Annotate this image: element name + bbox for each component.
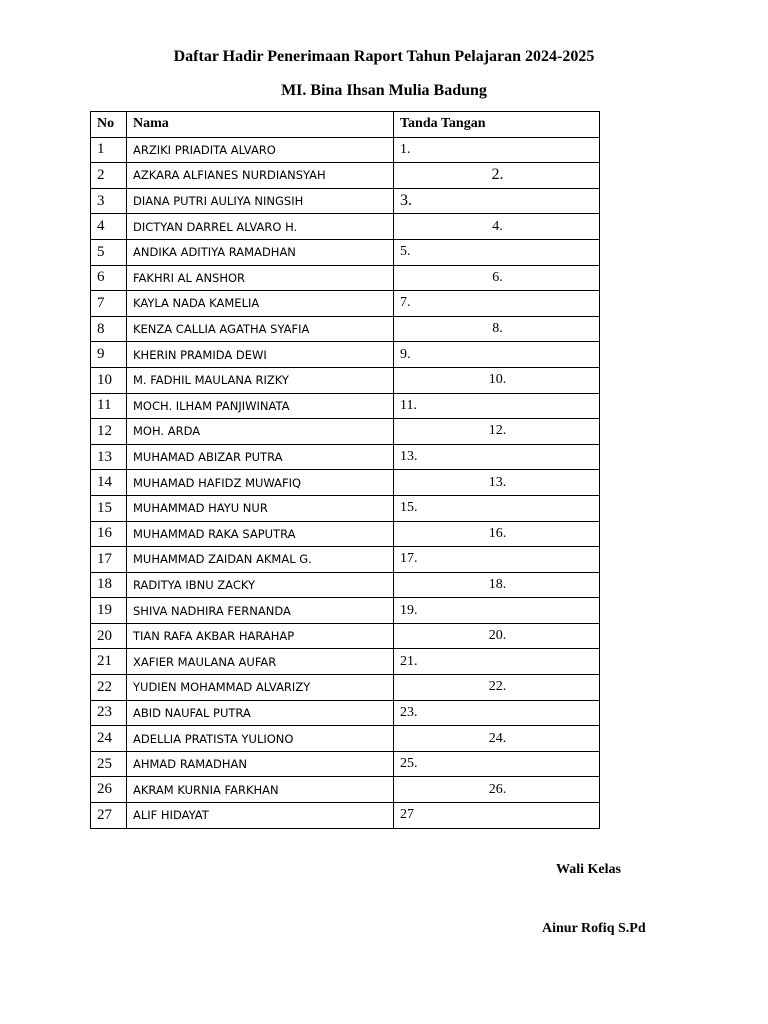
row-number: 6 [91,265,127,291]
row-number: 27 [91,803,127,829]
signature-cell[interactable]: 11. [394,393,600,419]
signature-cell[interactable]: 13. [394,444,600,470]
signature-cell[interactable]: 10. [394,367,600,393]
table-row [91,393,600,419]
row-number: 5 [91,239,127,265]
signature-cell[interactable]: 19. [394,598,600,624]
signature-cell[interactable]: 13. [394,470,600,496]
row-number: 22 [91,675,127,701]
signature-cell[interactable]: 2. [394,163,600,189]
signature-cell[interactable]: 23. [394,700,600,726]
student-name: MUHAMMAD ZAIDAN AKMAL G. [127,547,394,573]
row-number: 1 [91,137,127,163]
student-name: MUHAMMAD RAKA SAPUTRA [127,521,394,547]
table-row [91,265,600,291]
table-row [91,239,600,265]
row-number: 7 [91,291,127,317]
table-row [91,598,600,624]
row-number: 14 [91,470,127,496]
row-number: 26 [91,777,127,803]
signature-name: Ainur Rofiq S.Pd [542,921,646,936]
row-number: 8 [91,316,127,342]
table-body [91,137,600,828]
student-name: SHIVA NADHIRA FERNANDA [127,598,394,624]
table-row [91,316,600,342]
signature-cell[interactable]: 9. [394,342,600,368]
table-row [91,803,600,829]
table-row [91,188,600,214]
student-name: ANDIKA ADITIYA RAMADHAN [127,239,394,265]
row-number: 16 [91,521,127,547]
row-number: 10 [91,367,127,393]
table-row [91,444,600,470]
row-number: 11 [91,393,127,419]
signature-cell[interactable]: 6. [394,265,600,291]
table-row [91,777,600,803]
header-signature: Tanda Tangan [394,112,600,138]
signature-cell[interactable]: 27 [394,803,600,829]
signature-cell[interactable]: 21. [394,649,600,675]
row-number: 15 [91,495,127,521]
signature-cell[interactable]: 5. [394,239,600,265]
signature-cell[interactable]: 18. [394,572,600,598]
signature-cell[interactable]: 1. [394,137,600,163]
student-name: KHERIN PRAMIDA DEWI [127,342,394,368]
row-number: 21 [91,649,127,675]
signature-cell[interactable]: 7. [394,291,600,317]
table-row [91,342,600,368]
table-row [91,495,600,521]
student-name: DICTYAN DARREL ALVARO H. [127,214,394,240]
row-number: 4 [91,214,127,240]
student-name: DIANA PUTRI AULIYA NINGSIH [127,188,394,214]
signature-cell[interactable]: 4. [394,214,600,240]
table-row [91,675,600,701]
student-name: YUDIEN MOHAMMAD ALVARIZY [127,675,394,701]
signature-role: Wali Kelas [556,862,621,877]
table-row [91,367,600,393]
row-number: 24 [91,726,127,752]
row-number: 12 [91,419,127,445]
signature-cell[interactable]: 15. [394,495,600,521]
header-no: No [91,112,127,138]
row-number: 23 [91,700,127,726]
row-number: 9 [91,342,127,368]
student-name: MUHAMMAD HAYU NUR [127,495,394,521]
row-number: 17 [91,547,127,573]
signature-cell[interactable]: 16. [394,521,600,547]
student-name: AHMAD RAMADHAN [127,751,394,777]
signature-cell[interactable]: 22. [394,675,600,701]
signature-cell[interactable]: 8. [394,316,600,342]
row-number: 2 [91,163,127,189]
signature-cell[interactable]: 26. [394,777,600,803]
table-row [91,649,600,675]
student-name: ADELLIA PRATISTA YULIONO [127,726,394,752]
table-row [91,214,600,240]
table-header-row [91,112,600,138]
row-number: 3 [91,188,127,214]
student-name: MOH. ARDA [127,419,394,445]
student-name: MUHAMAD HAFIDZ MUWAFIQ [127,470,394,496]
student-name: ARZIKI PRIADITA ALVARO [127,137,394,163]
signature-cell[interactable]: 24. [394,726,600,752]
student-name: XAFIER MAULANA AUFAR [127,649,394,675]
school-name: MI. Bina Ihsan Mulia Badung [281,82,487,99]
row-number: 19 [91,598,127,624]
student-name: RADITYA IBNU ZACKY [127,572,394,598]
table-row [91,623,600,649]
student-name: ABID NAUFAL PUTRA [127,700,394,726]
student-name: KAYLA NADA KAMELIA [127,291,394,317]
header-name: Nama [127,112,394,138]
student-name: FAKHRI AL ANSHOR [127,265,394,291]
signature-cell[interactable]: 25. [394,751,600,777]
table-row [91,470,600,496]
student-name: AKRAM KURNIA FARKHAN [127,777,394,803]
table-row [91,291,600,317]
row-number: 13 [91,444,127,470]
student-name: KENZA CALLIA AGATHA SYAFIA [127,316,394,342]
table-row [91,726,600,752]
signature-cell[interactable]: 12. [394,419,600,445]
row-number: 18 [91,572,127,598]
table-row [91,163,600,189]
table-row [91,572,600,598]
signature-cell[interactable]: 17. [394,547,600,573]
student-name: MUHAMAD ABIZAR PUTRA [127,444,394,470]
student-name: M. FADHIL MAULANA RIZKY [127,367,394,393]
attendance-table [90,111,600,829]
table-row [91,137,600,163]
table-row [91,521,600,547]
document-title: Daftar Hadir Penerimaan Raport Tahun Pelajaran 2024-2025 [173,48,595,65]
row-number: 25 [91,751,127,777]
table-row [91,700,600,726]
student-name: TIAN RAFA AKBAR HARAHAP [127,623,394,649]
row-number: 20 [91,623,127,649]
student-name: ALIF HIDAYAT [127,803,394,829]
table-row [91,547,600,573]
table-row [91,751,600,777]
student-name: AZKARA ALFIANES NURDIANSYAH [127,163,394,189]
table-row [91,419,600,445]
signature-cell[interactable]: 20. [394,623,600,649]
signature-cell[interactable]: 3. [394,188,600,214]
student-name: MOCH. ILHAM PANJIWINATA [127,393,394,419]
